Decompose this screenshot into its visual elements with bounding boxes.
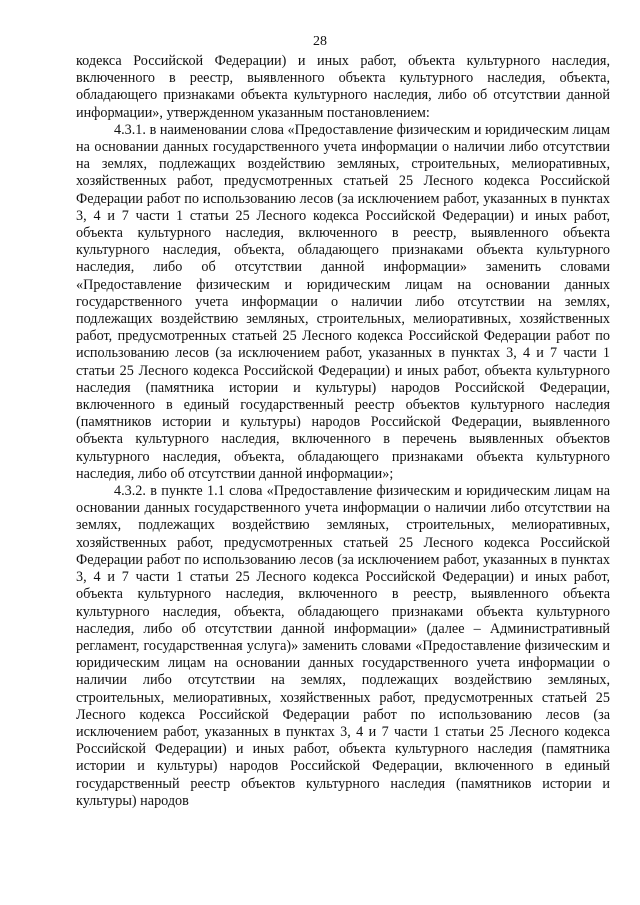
paragraph-4-3-2: 4.3.2. в пункте 1.1 слова «Предоставление физическим и юридическим лицам на основании данных государственного учета информации о наличии либо отсутствии на землях, подлежащих воздействию земляных, строительных, мелиоративных, хозяйственных работ, предусмотренных статьей 25 Лесного кодекса Российской Федерации работ по использованию лесов (за исключением работ, указанных в пунктах 3, 4 и 7 части 1 статьи 25 Лесного кодекса Российской Федерации) и иных работ, объекта культурного наследия, включенного в реестр, выявленного объекта культурного наследия, объекта, обладающего признаками объекта культурного наследия, либо об отсутствии данной информации» (далее – Административный регламент, государственная услуга)» заменить словами «Предоставление физическим и юридическим лицам на основании данных государственного учета информации о наличии либо отсутствии на землях, подлежащих воздействию земляных, строительных, мелиоративных, хозяйственных работ, предусмотренных статьей 25 Лесного кодекса Российской Федерации работ по использованию лесов (за исключением работ, указанных в пунктах 3, 4 и 7 части 1 статьи 25 Лесного кодекса Российской Федерации) и иных работ, объекта культурного наследия (памятника истории и культуры) народов Российской Федерации, включенного в единый государственный реестр объектов культурного наследия (памятников истории и культуры) народов: [76, 483, 610, 809]
paragraph-continuation: кодекса Российской Федерации) и иных работ, объекта культурного наследия, включенного в реестр, выявленного объекта культурного наследия, объекта, обладающего признаками объекта культурного наследия, либо об отсутствии данной информации», утвержденном указанным постановлением:: [76, 53, 610, 121]
page-number: 28: [313, 34, 327, 49]
document-body: [76, 53, 610, 810]
paragraph-4-3-1: 4.3.1. в наименовании слова «Предоставление физическим и юридическим лицам на основании данных государственного учета информации о наличии либо отсутствии на землях, подлежащих воздействию земляных, строительных, мелиоративных, хозяйственных работ, предусмотренных статьей 25 Лесного кодекса Российской Федерации работ по использованию лесов (за исключением работ, указанных в пунктах 3, 4 и 7 части 1 статьи 25 Лесного кодекса Российской Федерации) и иных работ, объекта культурного наследия, включенного в реестр, выявленного объекта культурного наследия, объекта, обладающего признаками объекта культурного наследия, либо об отсутствии данной информации» заменить словами «Предоставление физическим и юридическим лицам на основании данных государственного учета информации о наличии либо отсутствии на землях, подлежащих воздействию земляных, строительных, мелиоративных, хозяйственных работ, предусмотренных статьей 25 Лесного кодекса Российской Федерации работ по использованию лесов (за исключением работ, указанных в пунктах 3, 4 и 7 части 1 статьи 25 Лесного кодекса Российской Федерации) и иных работ, объекта культурного наследия (памятника истории и культуры) народов Российской Федерации, включенного в единый государственный реестр объектов культурного наследия (памятников истории и культуры) народов Российской Федерации, выявленного объекта культурного наследия, включенного в перечень выявленных объектов культурного наследия, объекта, обладающего признаками объекта культурного наследия, либо об отсутствии данной информации»;: [76, 121, 610, 482]
